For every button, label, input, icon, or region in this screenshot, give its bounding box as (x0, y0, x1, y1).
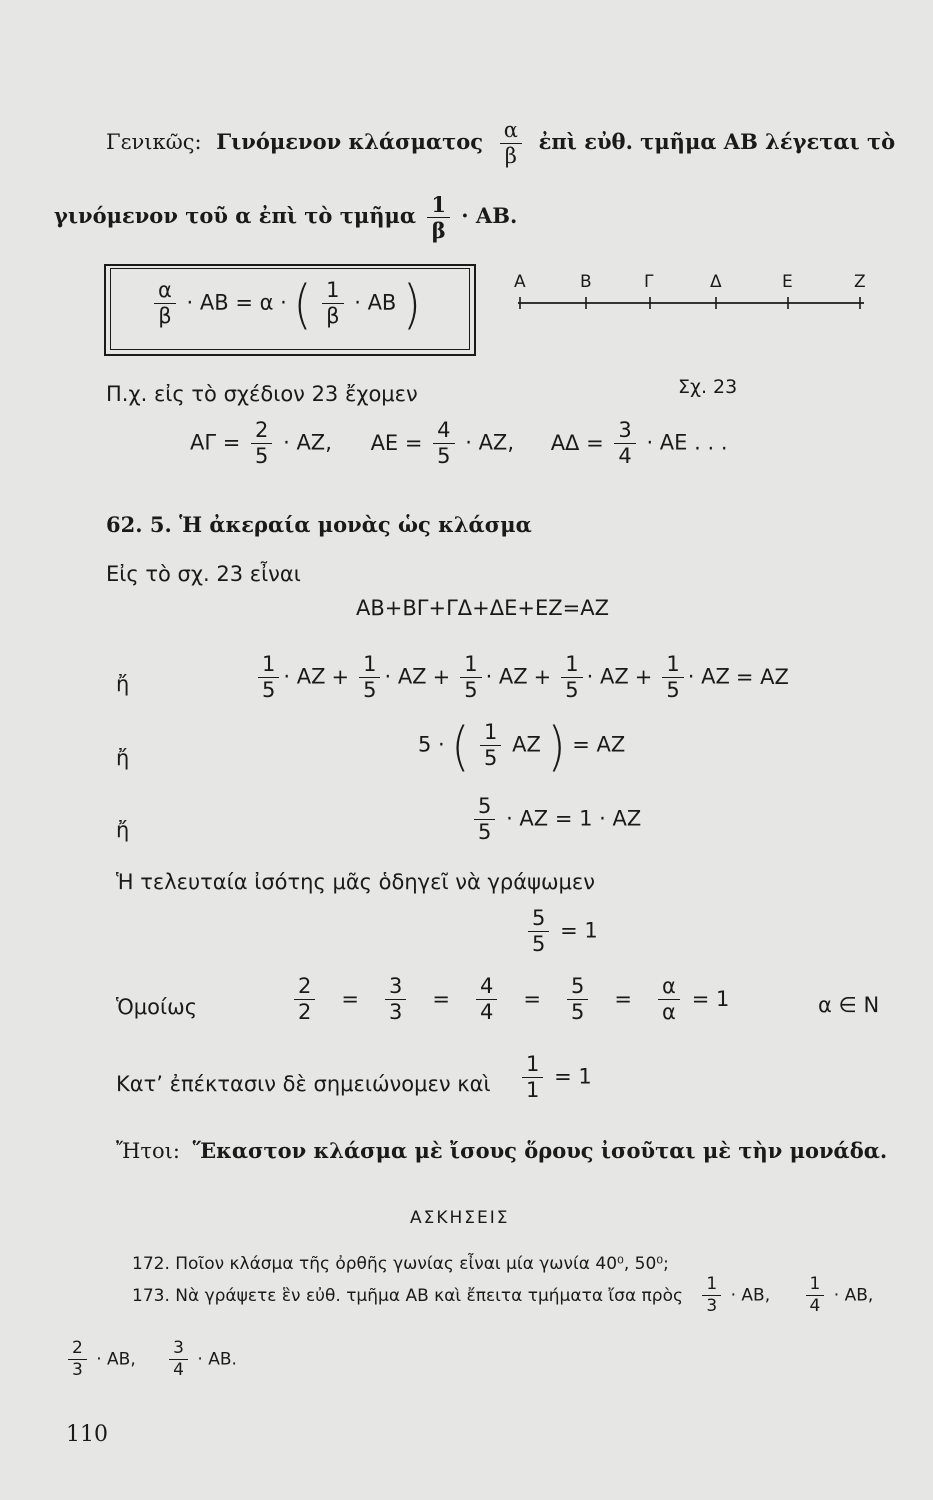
general-lead: Γενικῶς: (106, 130, 202, 154)
example-equations: ΑΓ = $\frac{2}{5}$ · ΑΖ, ΑΕ = $\frac{4}{5}$ · ΑΖ, ΑΔ = $\frac{3}{4}$ · ΑΕ . . . (190, 418, 728, 468)
general-bold-term: Γινόμενον κλάσματος (216, 129, 484, 154)
general-line-1 (106, 120, 895, 167)
exercises-heading: ΑΣΚΗΣΕΙΣ (410, 1208, 510, 1228)
plus-sign: + (432, 664, 451, 689)
fraction-one-beta: $\frac{1}{\beta}$ (427, 194, 450, 241)
equals-sign: = (614, 986, 632, 1011)
exercise-172: 172. Ποῖον κλάσμα τῆς ὀρθῆς γωνίας εἶναι μία γωνία 40⁰, 50⁰; (132, 1254, 669, 1274)
equals-sign: = (341, 986, 359, 1011)
example-intro: Π.χ. εἰς τὸ σχέδιον 23 ἔχομεν (106, 382, 418, 406)
equal-terms-fraction: $\frac{5}{5}$ (567, 976, 588, 1023)
fraction-one-fifth: $\frac{1}{5}$ (561, 654, 582, 701)
fraction-one-fifth: $\frac{1}{5}$ (460, 654, 481, 701)
conclusion: Ἤτοι: Ἕκαστον κλάσμα μὲ ἴσους ὅρους ἰσοῦται μὲ τὴν μονάδα. (116, 1138, 888, 1163)
segment-point-label: Ζ (854, 272, 866, 292)
equals-one: = 1 (691, 986, 730, 1011)
term-az: · ΑΖ (485, 664, 528, 689)
five-fifths-row: $\frac{5}{5}$ · ΑΖ = 1 · ΑΖ (470, 796, 641, 843)
fraction-alpha-beta: $\frac{\alpha}{\beta}$ (500, 120, 522, 167)
five-over-five-eq: $\frac{5}{5}$ = 1 (524, 908, 598, 955)
exercise-173-cont: $\frac{2}{3}$ · ΑΒ, $\frac{3}{4}$ · ΑΒ. (64, 1340, 237, 1379)
section-intro: Εἰς τὸ σχ. 23 εἶναι (106, 562, 301, 586)
figure-caption: Σχ. 23 (678, 376, 738, 398)
fraction-one-fifth: $\frac{1}{5}$ (359, 654, 380, 701)
segment-point-label: Γ (644, 272, 654, 292)
segment-point-label: Α (514, 272, 526, 292)
similarly-row (290, 976, 729, 1023)
page-number: 110 (66, 1422, 108, 1447)
similarly-label: Ὁμοίως (116, 995, 198, 1019)
or-label-1: ἤ (116, 672, 130, 696)
last-equality-text: Ἡ τελευταία ἰσότης μᾶς ὁδηγεῖ νὰ γράψωμεν (116, 870, 595, 894)
general-line-2: γινόμενον τοῦ α ἐπὶ τὸ τμῆμα $\frac{1}{\beta}$ · ΑΒ. (54, 192, 518, 243)
plus-sign: + (533, 664, 552, 689)
equals-sign: = (523, 986, 541, 1011)
segment-point-label: Ε (782, 272, 793, 292)
fraction-one-fifth: $\frac{1}{5}$ (662, 654, 683, 701)
section-heading: 62. 5. Ἡ ἀκεραία μονὰς ὡς κλάσμα (106, 512, 532, 537)
equal-terms-fraction: $\frac{\alpha}{\alpha}$ (658, 976, 680, 1023)
equals-az: = ΑΖ (735, 664, 789, 689)
segment-point-label: Δ (710, 272, 722, 292)
term-az: · ΑΖ (384, 664, 427, 689)
term-az: · ΑΖ (283, 664, 326, 689)
extension-text: Κατ’ ἐπέκτασιν δὲ σημειώνομεν καὶ (116, 1072, 491, 1096)
fraction-sum-row (254, 654, 795, 701)
sum-equation: ΑΒ+ΒΓ+ΓΔ+ΔΕ+ΕΖ=ΑΖ (356, 596, 609, 620)
five-times-row: 5 · ( $\frac{1}{5}$ ΑΖ ) = ΑΖ (418, 714, 626, 777)
general-rest: ἐπὶ εὐθ. τμῆμα ΑΒ λέγεται τὸ (538, 129, 896, 154)
fraction-one-fifth: $\frac{1}{5}$ (258, 654, 279, 701)
one-over-one-eq: $\frac{1}{1}$ = 1 (518, 1054, 592, 1101)
term-az: · ΑΖ (586, 664, 629, 689)
equal-terms-fraction: $\frac{4}{4}$ (476, 976, 497, 1023)
exercise-173: 173. Νὰ γράψετε ἓν εὐθ. τμῆμα ΑΒ καὶ ἔπειτα τμήματα ἴσα πρὸς $\frac{1}{3}$ · ΑΒ, $\frac{1}{4}$ · ΑΒ, (132, 1274, 874, 1316)
segment-labels (500, 272, 880, 296)
segment-point-label: Β (580, 272, 592, 292)
boxed-formula: $\frac{\alpha}{\beta}$ · ΑΒ = α · ( $\frac{1}{\beta}$ · ΑΒ ) (150, 280, 421, 327)
plus-sign: + (634, 664, 653, 689)
equals-sign: = (432, 986, 450, 1011)
alpha-domain: α ∈ Ν (818, 993, 880, 1017)
or-label-3: ἤ (116, 818, 130, 842)
plus-sign: + (331, 664, 350, 689)
equal-terms-fraction: $\frac{3}{3}$ (385, 976, 406, 1023)
term-az: · ΑΖ (687, 664, 730, 689)
or-label-2: ἤ (116, 746, 130, 770)
equal-terms-fraction: $\frac{2}{2}$ (294, 976, 315, 1023)
